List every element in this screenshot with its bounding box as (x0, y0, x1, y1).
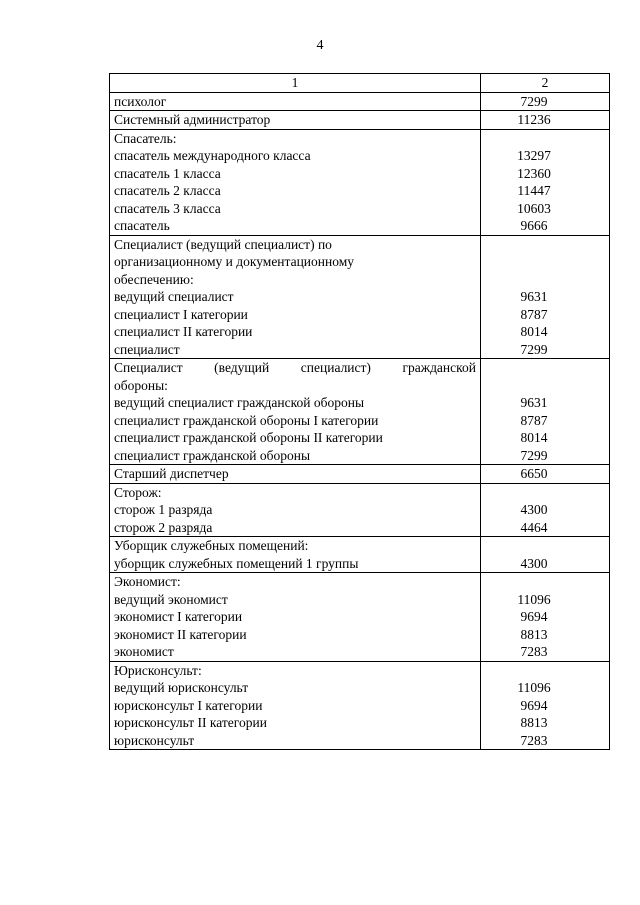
table-row (110, 537, 610, 573)
position-cell (110, 359, 481, 465)
salary-value: 11096 (517, 591, 551, 607)
salary-value: 13297 (517, 148, 551, 163)
table-row (110, 661, 610, 750)
salary-cell (481, 111, 610, 130)
salary-value (485, 662, 583, 680)
salary-value: 7299 (520, 447, 548, 463)
position-title: Специалист (ведущий специалист) гражданской (114, 360, 476, 375)
table-row (110, 359, 610, 465)
position-title: обеспечению: (114, 271, 194, 287)
salary-value: 4300 (520, 502, 548, 517)
position-cell (110, 129, 481, 235)
position-title: Спасатель: (114, 130, 177, 146)
salary-value: 9694 (520, 609, 548, 624)
position-title: ведущий специалист гражданской обороны (114, 395, 365, 410)
position-title: Экономист: (114, 574, 181, 589)
salary-value: 8014 (520, 430, 548, 445)
position-cell (110, 537, 481, 573)
salary-value: 6650 (520, 466, 548, 481)
salary-value: 8813 (520, 715, 548, 730)
position-title: специалист гражданской обороны II категории (114, 430, 383, 445)
position-title: организационному и документационному (114, 254, 355, 269)
position-title: ведущий экономист (114, 591, 228, 607)
position-cell (110, 111, 481, 130)
salary-value: 9694 (520, 697, 548, 713)
salary-value: 9666 (520, 218, 548, 233)
salary-value (485, 573, 583, 591)
salary-value (485, 537, 583, 555)
position-title: Специалист (ведущий специалист) по (114, 236, 332, 252)
position-cell (110, 92, 481, 111)
table-row (110, 465, 610, 484)
salary-cell (481, 129, 610, 235)
position-cell (110, 483, 481, 537)
salary-value: 10603 (517, 200, 551, 216)
salary-cell (481, 92, 610, 111)
salary-value: 11096 (517, 680, 551, 695)
position-title: ведущий юрисконсульт (114, 680, 249, 695)
position-title: юрисконсульт II категории (114, 715, 267, 730)
position-cell (110, 573, 481, 662)
position-title: Уборщик служебных помещений: (114, 538, 309, 553)
salary-value: 8014 (520, 324, 548, 339)
salary-value: 8787 (520, 412, 548, 428)
salary-value (485, 377, 583, 395)
position-cell (110, 235, 481, 359)
salary-value: 7299 (520, 341, 548, 357)
position-title: уборщик служебных помещений 1 группы (114, 555, 359, 571)
position-title: спасатель международного класса (114, 148, 311, 163)
position-title: спасатель 2 класса (114, 183, 221, 198)
position-cell (110, 465, 481, 484)
salary-value (485, 130, 583, 148)
position-title: Старший диспетчер (114, 466, 229, 481)
position-title: обороны: (114, 377, 168, 393)
position-title: психолог (114, 93, 167, 109)
table-row (110, 111, 610, 130)
salary-value: 8787 (520, 306, 548, 322)
salary-cell (481, 359, 610, 465)
table-body (110, 92, 610, 750)
position-title: экономист II категории (114, 626, 247, 642)
position-title: специалист (114, 341, 180, 357)
salary-value: 12360 (517, 165, 551, 181)
salary-cell (481, 573, 610, 662)
page-number: 4 (316, 38, 324, 53)
position-title: специалист гражданской обороны I категории (114, 412, 379, 428)
salary-value: 9631 (520, 395, 548, 410)
table-row (110, 92, 610, 111)
salary-value (485, 359, 583, 377)
table-row (110, 129, 610, 235)
position-title: спасатель 1 класса (114, 165, 221, 181)
salary-table (109, 73, 610, 750)
position-title: специалист гражданской обороны (114, 447, 311, 463)
salary-cell (481, 483, 610, 537)
position-title: Системный администратор (114, 112, 271, 127)
salary-value: 7299 (520, 93, 548, 109)
position-title: спасатель (114, 218, 170, 233)
position-title: Сторож: (114, 484, 162, 500)
table-row (110, 235, 610, 359)
salary-value: 11447 (517, 183, 551, 198)
column-header-2: 2 (481, 74, 610, 93)
position-title: Юрисконсульт: (114, 662, 202, 678)
salary-value: 7283 (520, 644, 548, 659)
position-title: сторож 2 разряда (114, 519, 213, 535)
salary-cell (481, 235, 610, 359)
position-title: ведущий специалист (114, 289, 234, 304)
salary-value: 4300 (520, 555, 548, 571)
salary-value (485, 271, 583, 289)
position-title: юрисконсульт I категории (114, 697, 263, 713)
salary-value: 7283 (520, 732, 548, 748)
position-title: сторож 1 разряда (114, 502, 213, 517)
salary-cell (481, 537, 610, 573)
position-title: специалист I категории (114, 306, 248, 322)
salary-value: 8813 (520, 626, 548, 642)
salary-cell (481, 661, 610, 750)
table-header-row (110, 74, 610, 93)
salary-value: 9631 (520, 289, 548, 304)
table-row (110, 573, 610, 662)
column-header-1: 1 (110, 74, 481, 93)
salary-cell (481, 465, 610, 484)
salary-value (485, 484, 583, 502)
salary-value (485, 253, 583, 271)
salary-value (485, 236, 583, 254)
salary-value: 11236 (517, 112, 551, 127)
table-row (110, 483, 610, 537)
position-title: специалист II категории (114, 324, 253, 339)
position-title: экономист (114, 644, 174, 659)
position-title: экономист I категории (114, 609, 243, 624)
position-title: юрисконсульт (114, 732, 195, 748)
position-title: спасатель 3 класса (114, 200, 221, 216)
position-cell (110, 661, 481, 750)
salary-value: 4464 (520, 519, 548, 535)
